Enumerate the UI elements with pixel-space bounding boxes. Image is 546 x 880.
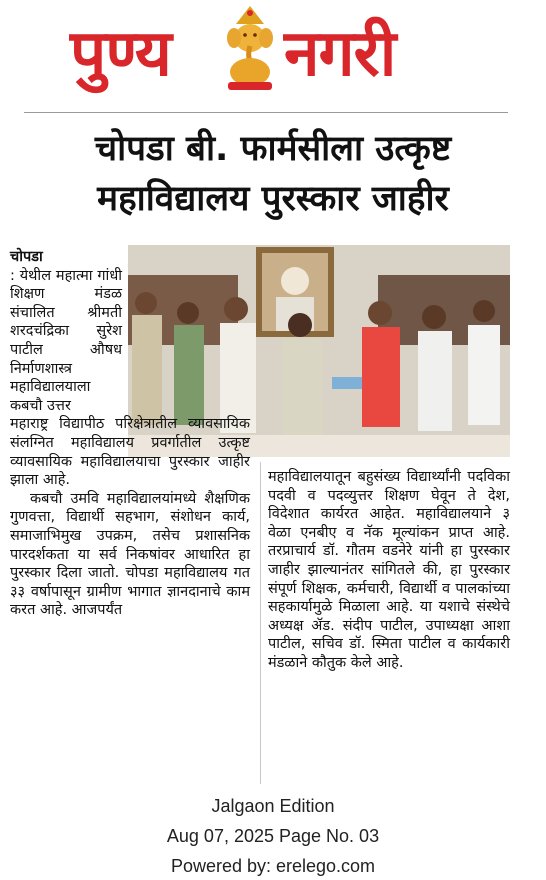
article-intro-narrow [10,248,122,415]
column-divider [260,462,261,784]
article-left-column [10,248,250,620]
article-text-wide: महाराष्ट्र विद्यापीठ परिक्षेत्रातील व्यावसायिक संलग्नित महाविद्यालय प्रवर्गातील उत्कृष्ट व्यावसायिक महाविद्यालयाचा पुरस्कार जाहीर झाला आहे. [10,416,250,489]
headline-line-2: महाविद्यालय पुरस्कार जाहीर [97,179,449,219]
headline-line-1: चोपडा बी. फार्मसीला उत्कृष्ट [94,129,452,169]
ganesha-logo-icon [216,2,284,98]
article-dateline: चोपडा [10,249,43,265]
article-text-right: महाविद्यालयातून बहुसंख्य विद्यार्थ्यांनी पदविका पदवी व पदव्युत्तर शिक्षण घेवून ते देश, विदेशात कार्यरत आहेत. महाविद्यालयाने ३ वेळा एनबीए व नॅक मूल्यांकन प्राप्त आहे. तरप्राचार्य डॉ. गौतम वडनेरे यांनी हा पुरस्कार जाहीर झाल्यानंतर सांगितले की, हा पुरस्कार संपूर्ण शिक्षक, कर्मचारी, विद्यार्थी व पालकांच्या सहकार्यामुळे मिळाला आहे. या यशाचे संस्थेचे अध्यक्ष ॲड. संदीप पाटील, उपाध्यक्षा आशा पाटील, सचिव डॉ. स्मिता पाटील व कार्यकारी मंडळाने कौतुक केले आहे. [268,469,510,671]
footer-edition: Jalgaon Edition [211,796,335,816]
article-headline [20,124,526,224]
article-right-column [268,468,510,673]
masthead-left-word: पुण्य [70,17,171,91]
footer-powered-link[interactable]: Powered by: erelego.com [170,856,376,876]
footer-date-page: Aug 07, 2025 Page No. 03 [166,826,380,846]
article-paragraph-2: कबचौ उमवि महाविद्यालयांमध्ये शैक्षणिक गुणवत्ता, विद्यार्थी सहभाग, संशोधन कार्य, समाजाभिमुख उपक्रम, तसेच प्रशासनिक पारदर्शकता या सर्व निकषांवर आधारित हा पुरस्कार दिला जातो. चोपडा महाविद्यालय गत ३३ वर्षापासून ग्रामीण भागात ज्ञानदानाचे काम करत आहे. आजपर्यंत [10,490,250,619]
article-text-narrow: : येथील महात्मा गांधी शिक्षण मंडळ संचालित श्रीमती शरदचंद्रिका सुरेश पाटील औषध निर्माणशास्त्र महाविद्यालयाला कबचौ उत्तर [10,267,122,414]
masthead [0,0,546,110]
masthead-rule [24,112,508,113]
masthead-right-word: नगरी [284,17,396,91]
